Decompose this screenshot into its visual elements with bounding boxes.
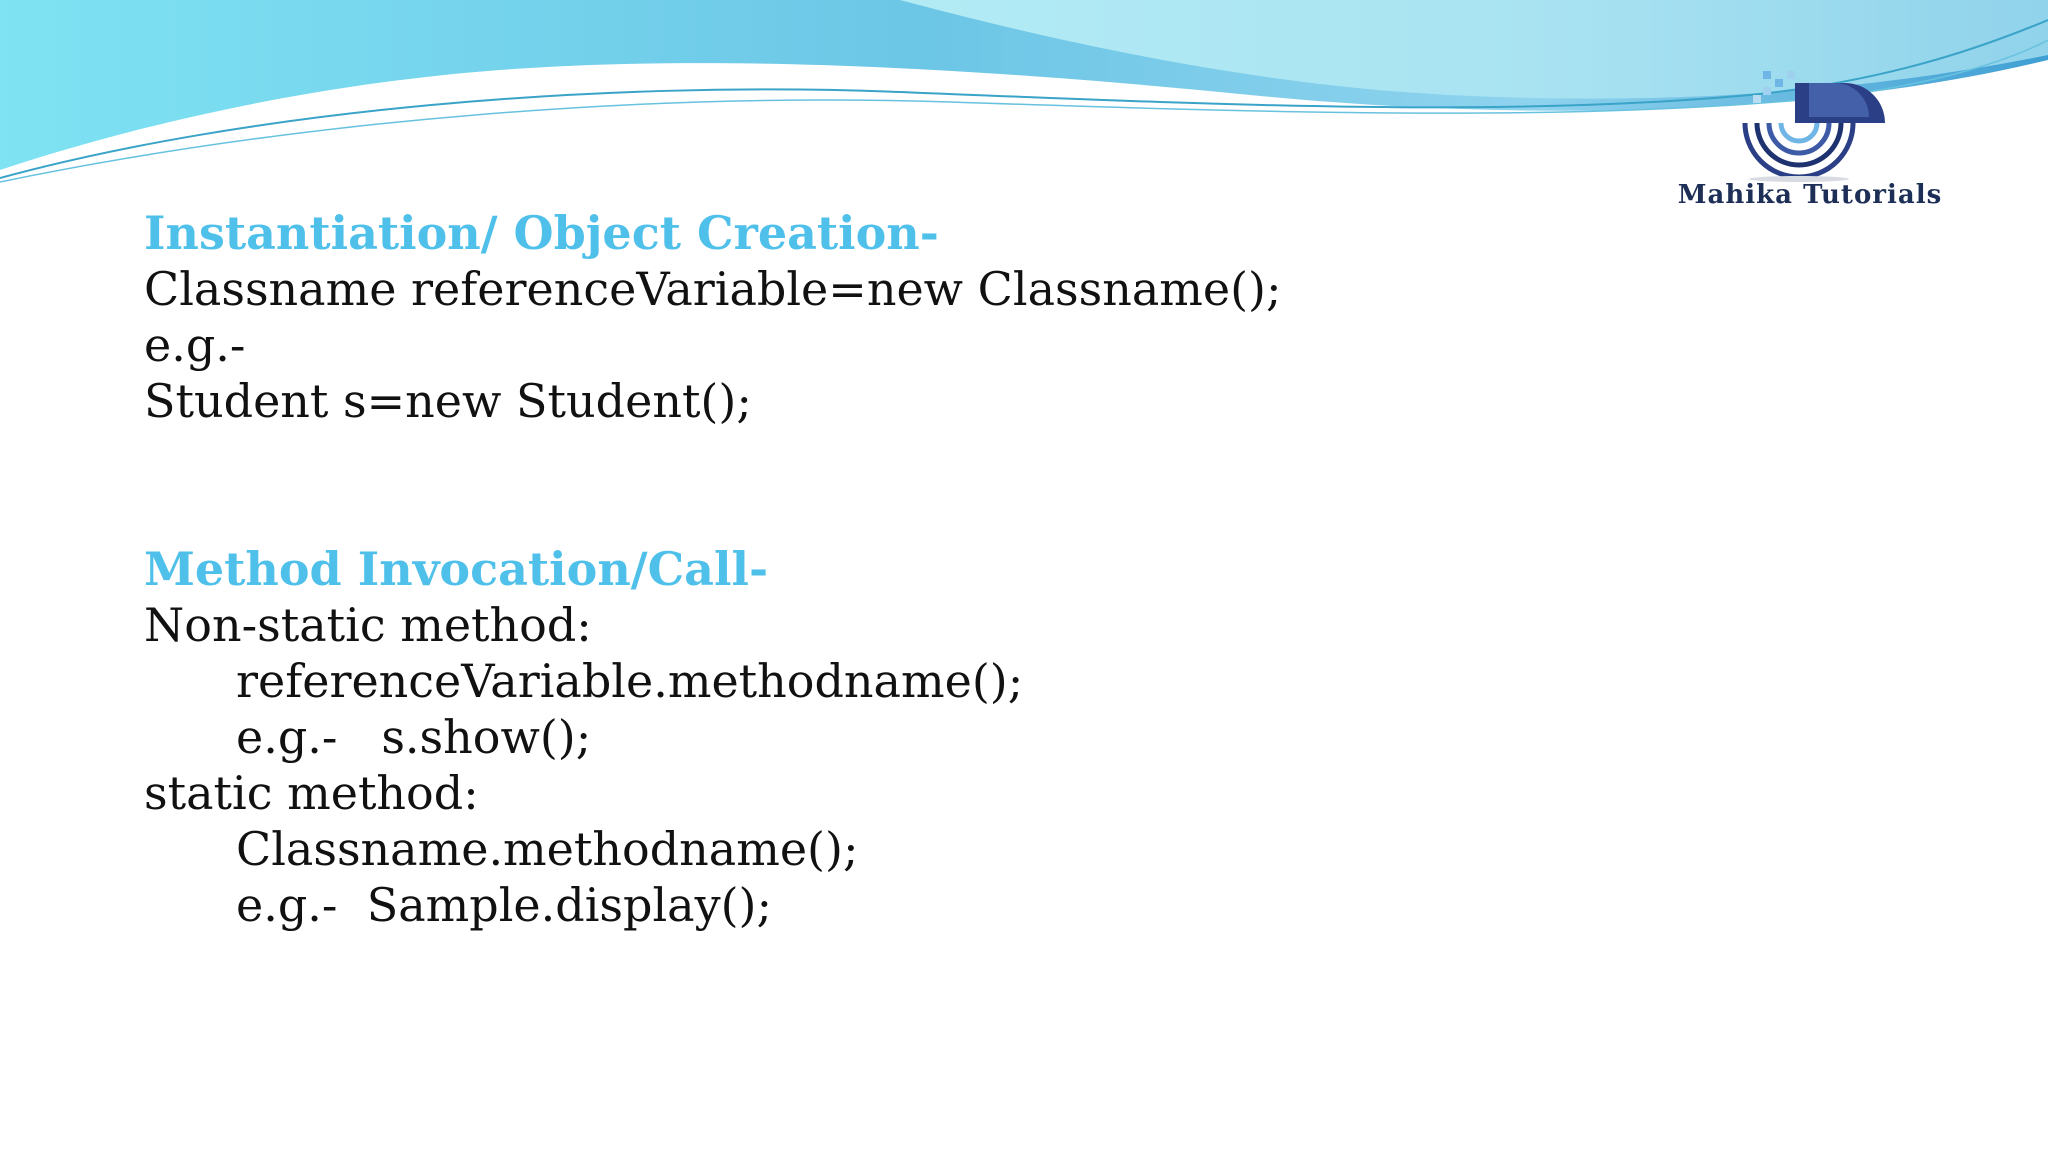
- static-method-label: static method:: [144, 766, 479, 820]
- static-syntax-line: Classname.methodname();: [236, 822, 859, 876]
- concentric-arcs-logo-icon: [1735, 63, 1885, 183]
- static-example-line: e.g.- Sample.display();: [236, 878, 772, 932]
- brand-logo-text: Mahika Tutorials: [1677, 180, 1943, 210]
- brand-logo: [1640, 55, 1980, 235]
- syntax-line-object-creation: Classname referenceVariable=new Classname();: [144, 262, 1282, 316]
- nonstatic-syntax-line: referenceVariable.methodname();: [236, 654, 1024, 708]
- example-object-creation: Student s=new Student();: [144, 374, 752, 428]
- section-spacer: [144, 429, 1544, 541]
- nonstatic-method-label: Non-static method:: [144, 598, 592, 652]
- example-label: e.g.-: [144, 318, 246, 372]
- nonstatic-example-line: e.g.- s.show();: [236, 710, 592, 764]
- heading-instantiation: Instantiation/ Object Creation-: [144, 206, 939, 260]
- heading-method-invocation: Method Invocation/Call-: [144, 542, 769, 596]
- slide-content: [144, 205, 1544, 933]
